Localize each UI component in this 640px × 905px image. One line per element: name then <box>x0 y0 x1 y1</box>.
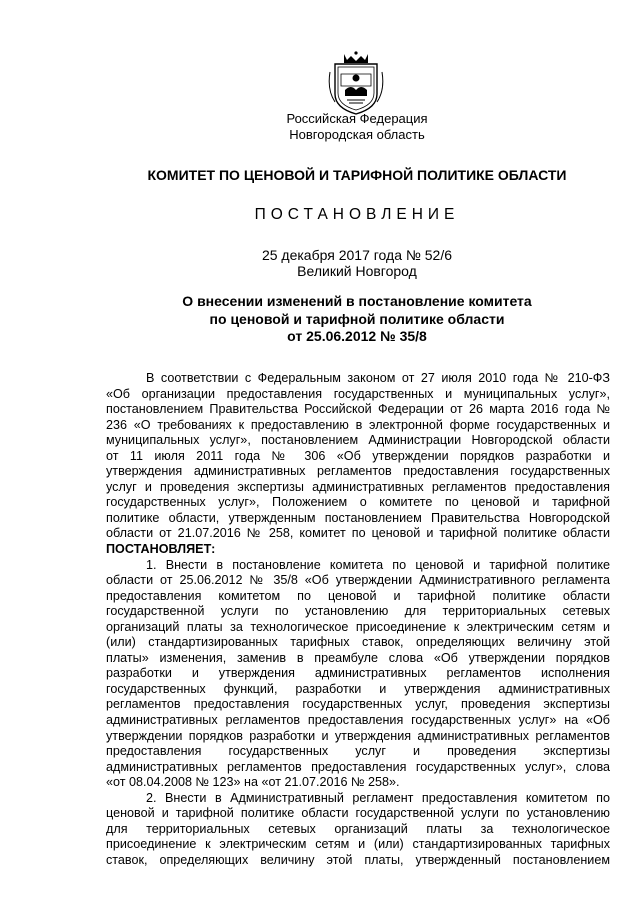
date-number: 25 декабря 2017 года № 52/6 <box>261 247 453 263</box>
text-line: 1. Внести в постановление комитета по ценовой и тарифной политике <box>146 557 610 572</box>
text-line: 236 «О требованиях к предоставлению в электронной форме государственных и <box>106 417 610 432</box>
resolves-text: ПОСТАНОВЛЯЕТ: <box>106 542 216 557</box>
document-title <box>60 293 640 346</box>
text-line: муниципальных услуг», постановлением Администрации Новгородской области <box>106 433 610 448</box>
text-line: услуг и проведения экспертизы административных регламентов предоставления <box>106 479 610 494</box>
text-line: присоединение к электрическим сетям и (или) стандартизированных тарифных <box>106 837 610 852</box>
document-body <box>106 371 610 869</box>
text-line: утверждении порядков разработки и утверждения административных регламентов <box>106 728 610 743</box>
text-line: государственной услуги по установлению для территориальных сетевых <box>106 604 610 619</box>
text-line: области от 25.06.2012 № 35/8 «Об утверждении Административного регламента <box>106 573 610 588</box>
resolves-keyword <box>106 542 610 558</box>
committee-name: КОМИТЕТ ПО ЦЕНОВОЙ И ТАРИФНОЙ ПОЛИТИКЕ ОБЛАСТИ <box>147 167 567 183</box>
text-line: организаций платы за технологическое присоединение к электрическим сетям и <box>106 619 610 634</box>
text-line: предоставления государственных услуг и проведения экспертизы <box>106 744 610 759</box>
city-name: Великий Новгород <box>297 263 417 279</box>
item-2 <box>106 791 610 869</box>
text-line: 2. Внести в Административный регламент предоставления комитетом по <box>146 790 610 805</box>
text-line: административных регламентов предоставления государственных услуг», слова <box>106 759 610 774</box>
text-line: регламентов предоставления государственных услуг, проведения экспертизы <box>106 697 610 712</box>
title-line: О внесении изменений в постановление комитета <box>182 293 532 309</box>
item-1 <box>106 558 610 791</box>
text-line: от 11 июля 2011 года № 306 «Об утверждении порядков разработки и <box>106 448 610 463</box>
text-line: политике области, утвержденным постановлением Правительства Новгородской <box>106 510 610 525</box>
text-line: постановлением Правительства Российской Федерации от 26 марта 2016 года № <box>106 402 610 417</box>
text-line: разработки и утверждения административных регламентов исполнения <box>106 666 610 681</box>
text-line: В соответствии с Федеральным законом от 27 июля 2010 года № 210-ФЗ <box>146 371 610 385</box>
document-type: ПОСТАНОВЛЕНИЕ <box>254 206 460 223</box>
preamble <box>106 371 610 558</box>
text-line: «от 08.04.2008 № 123» на «от 21.07.2016 № 258». <box>106 775 400 790</box>
title-line: по ценовой и тарифной политике области <box>209 310 505 327</box>
title-line: от 25.06.2012 № 35/8 <box>287 328 427 344</box>
country-name: Российская Федерация <box>286 111 428 126</box>
text-line: государственных услуг», Положением о комитете по ценовой и тарифной <box>106 495 610 510</box>
text-line: административных регламентов предоставления государственных услуг» на «Об <box>106 713 610 728</box>
text-line: утверждения административных регламентов предоставления государственных <box>106 464 610 479</box>
text-line: платы» изменения, заменив в преамбуле слова «Об утверждении порядков <box>106 650 610 665</box>
region-name: Новгородская область <box>289 127 425 142</box>
text-line: предоставления комитетом по ценовой и тарифной политике области <box>106 588 610 603</box>
text-line: (или) стандартизированных тарифных ставок, определяющих величину этой <box>106 635 610 650</box>
text-line: ставок, определяющих величину этой платы, утвержденный постановлением <box>106 852 610 867</box>
text-line: для территориальных сетевых организаций платы за технологическое <box>106 821 610 836</box>
text-line: ценовой и тарифной политике области государственной услуги по установлению <box>106 806 610 821</box>
text-line: государственных функций, разработки и утверждения административных <box>106 681 610 696</box>
text-line: области от 21.07.2016 № 258, комитет по ценовой и тарифной политике области <box>106 526 610 541</box>
coat-of-arms-emblem <box>327 50 385 116</box>
text-line: «Об организации предоставления государственных и муниципальных услуг», <box>106 386 610 401</box>
